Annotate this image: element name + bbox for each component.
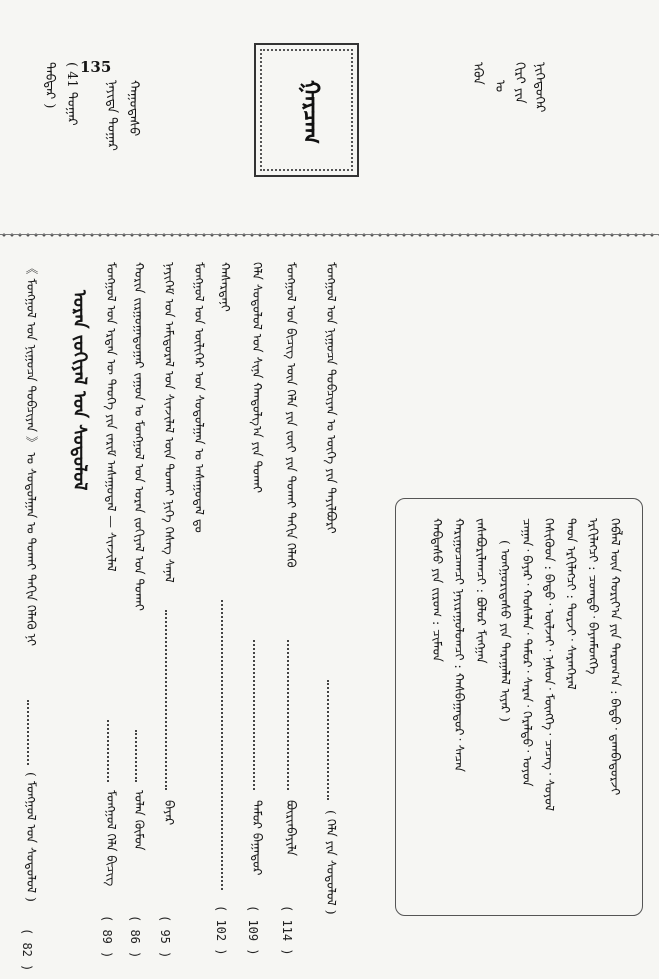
dot-leader	[135, 730, 137, 782]
dot-leader	[27, 700, 29, 765]
editorial-line-3: ᠳᠡᠳ ᠡᠷᠬᠢᠯᠡᠭᠴᠢ : ᠳᠣᠷᠵᠢ᠂ ᠰᠠᠷᠠᠨᠭᠡᠷᠡᠯ	[564, 518, 579, 690]
toc-author-3: ᠣᠯᠠᠨ ᠬᠦᠮᠦᠨ	[132, 790, 147, 851]
toc-entry-6: ᠬᠡᠯᠡ ᠰᠤᠳᠤᠯᠤᠯ ᠤᠨ ᠰᠢᠨᠡ ᠬᠠᠨᠳᠤᠯᠭ᠎ᠠ ᠶᠢᠨ ᠲᠤᠬᠠᠢ	[250, 262, 265, 494]
toc-entry-2: ᠮᠣᠩᠭᠣᠯ ᠤᠨ ᠡᠷᠲᠡᠨ ᠦ ᠲᠡᠦᠬᠡ ᠶᠢᠨ ᠵᠠᠷᠢᠮ ᠠᠰᠠᠭᠤᠳᠠᠯ — ᠰᠢᠨᠵᠢᠯᠡᠯ	[104, 262, 119, 572]
header-right-1: ᠡᠭᠦᠨ	[470, 62, 485, 85]
toc-page-4: ( 95 )	[158, 915, 172, 959]
toc-author-4: ᠪᠠᠶᠠᠷ	[162, 800, 177, 826]
toc-entry-1: 《 ᠮᠣᠩᠭᠣᠯ ᠤᠨ ᠨᠢᠭᠤᠴᠠ ᠲᠣᠪᠴᠢᠶᠠᠨ 》 ᠤ ᠰᠤᠳᠤᠯᠭᠠᠨ ᠤ ᠲᠤᠬᠠᠢ ᠳᠠᠬᠢᠨ ᠬᠡᠯᠡᠬᠦ ᠨᠢ	[24, 262, 39, 647]
editorial-line-4: ᠭᠡᠰᠢᠭᠦᠳ : ᠪᠠᠲᠦ᠂ ᠦᠯᠵᠡᠢ᠂ ᠨᠠᠰᠤᠨ᠂ ᠮᠦᠩᠬᠡ᠂ ᠴᠡᠴᠡᠭ᠂ ᠰᠣᠶᠣᠯ	[542, 518, 557, 811]
toc-entry-3: ᠬᠣᠷᠢᠨ ᠵᠢᠷᠭᠤᠭᠠᠳᠤᠭᠠᠷ ᠵᠠᠭᠤᠨ ᠤ ᠮᠣᠩᠭᠣᠯ ᠤᠨ ᠤᠷᠠᠨ ᠵᠣᠬᠢᠶᠠᠯ ᠤᠨ ᠲᠤᠬᠠᠢ	[132, 262, 147, 611]
decorative-separator	[0, 229, 659, 241]
editorial-line-9: ᠬᠠᠪᠲᠠᠰᠤ ᠶᠢᠨ ᠵᠢᠷᠤᠭ : ᠴᠢᠮᠡᠳ	[430, 518, 445, 662]
editorial-line-6: ( ᠣᠩᠭᠣᠷᠢᠳᠠᠰᠤ ᠶᠢᠨ ᠳᠠᠷᠠᠭᠠᠯᠠᠯ ᠢᠶᠠᠷ )	[498, 540, 513, 722]
editorial-line-5: ᠴᠠᠭᠠᠨ᠂ ᠪᠠᠶᠠᠷ᠂ ᠬᠤᠰᠡᠯᠡᠨ᠂ ᠲᠡᠮᠦᠷ᠂ ᠰᠠᠷᠠᠨ᠂ ᠭᠡᠷᠡᠯᠲᠦ᠂ ᠣᠶᠤᠨ	[520, 518, 535, 787]
header-right-3: ᠬᠢᠷᠢ ᠶᠢᠨ	[512, 62, 527, 104]
volume-number: 135	[80, 58, 112, 76]
editorial-line-1: ᠬᠡᠪᠯᠡᠯ ᠦᠨ ᠬᠣᠷᠢᠶ᠎ᠠ ᠶᠢᠨ ᠳᠠᠷᠤᠭ᠎ᠠ : ᠪᠠᠲᠤ᠂ ᠳ᠋ᠠᠭᠪᠠᠳᠣᠷᠵᠢ	[608, 518, 623, 796]
toc-author-5: ᠬᠠᠰᠡᠷᠳᠡᠨᠢ	[218, 262, 233, 312]
contents-title-box	[254, 43, 359, 177]
header-right-2: ᠣ	[492, 80, 507, 93]
header-right-4: ᠨᠢᠭᠡᠳᠦᠭᠡᠷ	[532, 62, 547, 113]
toc-entry-7: ᠮᠣᠩᠭᠣᠯ ᠤᠨ ᠪᠢᠴᠢᠭ ᠦᠨ ᠬᠡᠯᠡ ᠶᠢᠨ ᠵᠦᠢ ᠶᠢᠨ ᠲᠤᠬᠠᠢ ᠳᠠᠬᠢᠨ ᠬᠡᠯᠡᠬᠦ	[284, 262, 299, 568]
issue-number: ( 41 ᠳᠤᠭᠠᠷ	[64, 62, 79, 126]
dot-leader	[107, 720, 109, 782]
dot-leader	[253, 640, 255, 790]
editorial-line-8: ᠬᠠᠷᠢᠭᠤᠴᠠᠭᠴᠢ ᠨᠠᠶᠢᠷᠠᠭᠤᠯᠤᠭᠴᠢ : ᠬᠠᠰᠪᠠᠭᠠᠲᠤᠷ᠂ ᠰᠡᠴᠡᠨ	[452, 518, 467, 772]
editorial-line-7: ᠵᠠᠰᠠᠪᠤᠷᠢᠯᠠᠭᠴᠢ : ᠪᠣᠯᠣᠷ ᠮᠢᠩᠭᠠᠨ	[474, 518, 489, 664]
dot-leader	[287, 640, 289, 790]
toc-author-2: ᠮᠣᠩᠭᠣᠯ ᠬᠡᠯᠡ ᠪᠢᠴᠢᠭ	[104, 790, 119, 887]
toc-author-6: ᠲᠡᠮᠦᠷ ᠪᠠᠭᠠᠲᠤᠷ	[250, 800, 265, 876]
toc-author-1: ( ᠮᠣᠩᠭᠣᠯ ᠤᠨ ᠰᠤᠳᠤᠯᠤᠯ )	[24, 772, 39, 902]
toc-page-6: ( 109 )	[246, 905, 260, 956]
toc-entry-8: ᠮᠣᠩᠭᠣᠯ ᠤᠨ ᠨᠢᠭᠤᠴᠠ ᠲᠣᠪᠴᠢᠶᠠᠨ ᠤ ᠦᠭᠡ ᠶᠢᠨ ᠲᠠᠶᠢᠯᠪᠤᠷᠢ	[324, 262, 339, 534]
toc-page-1: ( 82 )	[20, 928, 34, 972]
toc-author-8: ( ᠬᠡᠯᠡ ᠶᠢᠨ ᠰᠤᠳᠤᠯᠤᠯ )	[324, 810, 339, 915]
toc-entry-5: ᠮᠣᠩᠭᠣᠯ ᠤᠨ ᠦᠯᠢᠭᠡᠷ ᠤᠨ ᠰᠤᠳᠤᠯᠭᠠᠨ ᠤ ᠠᠰᠠᠭᠤᠳᠠᠯ ᠳᠤ	[192, 262, 207, 533]
toc-page-2: ( 89 )	[100, 915, 114, 959]
toc-page-3: ( 86 )	[128, 915, 142, 959]
dot-leader	[221, 600, 223, 890]
contents-title: ᠭᠠᠷᠴᠠᠭ	[298, 80, 324, 145]
toc-entry-4: ᠨᠡᠶᠢᠭᠡᠮ ᠤᠨ ᠠᠮᠢᠳᠤᠷᠠᠯ ᠤᠨ ᠰᠢᠨᠵᠢᠯᠡᠯ ᠦᠨ ᠲᠤᠬᠠᠢ ᠨᠢᠭᠡ ᠬᠡᠰᠡᠭ ᠰᠠᠨᠠᠯ	[162, 262, 177, 583]
toc-page-5: ( 102 )	[214, 905, 228, 956]
dot-leader	[327, 680, 329, 800]
dot-leader	[165, 610, 167, 790]
editorial-line-2: ᠡᠷᠬᠢᠯᠡᠭᠴᠢ : ᠴᠣᠭᠲᠤ᠂ ᠪᠠᠶᠠᠨᠮᠥᠩᠬᠡ	[586, 518, 601, 675]
section-title: ᠤᠷᠠᠨ ᠵᠣᠬᠢᠶᠠᠯ ᠤᠨ ᠰᠤᠳᠤᠯᠤᠯ	[69, 290, 90, 491]
toc-author-7: ᠪᠦᠷᠢᠨᠪᠡᠶᠢᠯᠡ	[284, 800, 299, 857]
volume-label: ᠨᠡᠶᠢᠲᠡ ᠳᠤᠭᠠᠷ	[104, 80, 119, 151]
season-label: ᠬᠠᠭᠤᠳᠠᠰᠤ	[126, 80, 141, 137]
toc-page-7: ( 114 )	[280, 905, 294, 956]
issue-label: ᠳᠡᠪᠲᠡᠷ )	[42, 62, 57, 109]
